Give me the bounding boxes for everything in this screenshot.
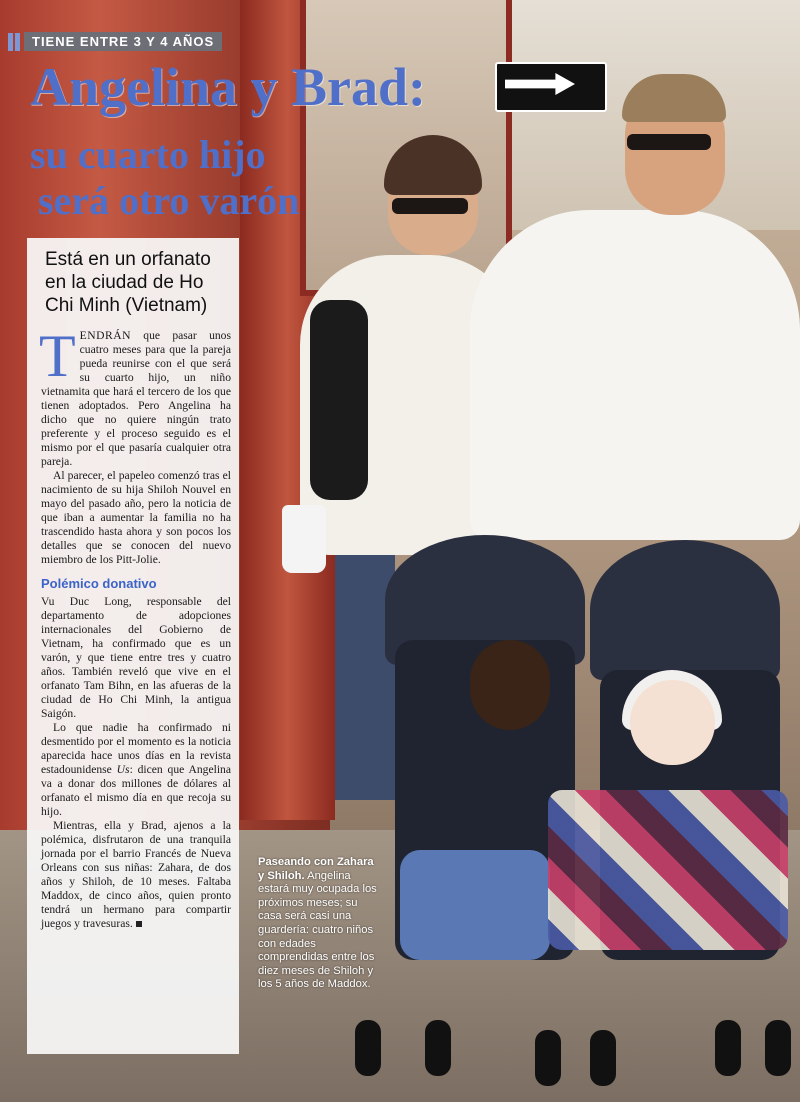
stroller-wheel bbox=[765, 1020, 791, 1076]
paragraph-1 bbox=[39, 323, 231, 469]
paragraph-4 bbox=[41, 721, 231, 819]
paragraph-3: Vu Duc Long, responsable del departamento de adopciones internacionales del Gobierno de Vietnam, ha confirmado que es un varón, y que tiene entre tres y cuatro años. También reveló que vive en el orfanato Tam Bihn, en las afueras de la ciudad de Ho Chi Minh, la antigua Saigón. bbox=[41, 595, 231, 720]
end-mark-icon bbox=[136, 921, 142, 927]
paragraph-1-text: que pasar unos cuatro meses para que la pareja pueda reunirse con el que será su cuarto hijo, un niño vietnamita que hará el tercero de los que tienen adoptados. Pero Angelina ha dicho que no quiere ningún trato preferente y el proceso seguido es el mismo por el que pasaría cualquier otra pareja. bbox=[41, 329, 231, 468]
section-subhead: Polémico donativo bbox=[41, 576, 157, 591]
stroller-right-hood bbox=[590, 540, 780, 680]
paragraph-5 bbox=[41, 819, 231, 931]
article-deck: Está en un orfanato en la ciudad de Ho Chi Minh (Vietnam) bbox=[45, 249, 211, 316]
caption-text: Angelina estará muy ocupada los próximos meses; su casa será casi una guardería: cuatro niños con edades comprendidas entre los diez meses de Shiloh y los 5 años de Maddox. bbox=[258, 869, 377, 991]
kicker-label: TIENE ENTRE 3 Y 4 AÑOS bbox=[24, 32, 222, 51]
coffee-cup bbox=[282, 505, 326, 573]
article-column bbox=[27, 238, 239, 1054]
stroller-wheel bbox=[425, 1020, 451, 1076]
child-shiloh bbox=[630, 680, 715, 765]
man-figure bbox=[470, 210, 800, 540]
paragraph-1-lead: ENDRÁN bbox=[79, 329, 131, 342]
kicker-bars-icon bbox=[8, 33, 20, 51]
subtitle-line-1: su cuarto hijo bbox=[30, 132, 266, 177]
article-body bbox=[39, 323, 231, 931]
stroller-wheel bbox=[715, 1020, 741, 1076]
black-handbag bbox=[310, 300, 368, 500]
paragraph-4-a: Lo que nadie ha confirmado ni desmentido por el momento es la noticia aparecida hace unos días en la revista estadounidense bbox=[41, 721, 231, 776]
stroller-wheel bbox=[535, 1030, 561, 1086]
woman-sunglasses bbox=[392, 198, 468, 214]
kicker bbox=[8, 32, 222, 51]
headline-subtitle bbox=[30, 132, 390, 224]
child-zahara bbox=[470, 640, 550, 730]
drop-cap: T bbox=[39, 323, 76, 389]
paragraph-5-text: Mientras, ella y Brad, ajenos a la polémica, disfrutaron de una tranquila jornada por el barrio Francés de Nueva Orleans con sus niñas: Zahara, de dos años y Shiloh, de 10 meses. Faltaba Maddox, de cinco años, quien pronto tendrá un hermano para compartir juegos y travesuras. bbox=[41, 819, 231, 930]
paragraph-2: Al parecer, el papeleo comenzó tras el nacimiento de su hija Shiloh Nouvel en mayo del pasado año, pero la noticia de que iban a aumentar la familia no ha trascendido hasta ahora y son pocos los detalles que se conocen del nuevo miembro de los Pitt-Jolie. bbox=[41, 469, 231, 566]
man-sunglasses bbox=[627, 134, 711, 150]
stroller-wheel bbox=[355, 1020, 381, 1076]
caption-lead: Paseando con Zahara y Shiloh. bbox=[258, 856, 374, 882]
photo-caption bbox=[258, 856, 378, 992]
paragraph-4-magazine: Us bbox=[116, 763, 130, 776]
child-jeans bbox=[400, 850, 550, 960]
woman-jeans bbox=[335, 540, 395, 800]
paragraph-4-b: : dicen que Angelina va a donar dos millones de dólares al orfanato el mismo día en que recoja su hijo. bbox=[41, 763, 231, 818]
subtitle-line-2: será otro varón bbox=[38, 178, 300, 223]
stroller-wheel bbox=[590, 1030, 616, 1086]
headline-title: Angelina y Brad: bbox=[30, 57, 427, 117]
patchwork-blanket bbox=[548, 790, 788, 950]
